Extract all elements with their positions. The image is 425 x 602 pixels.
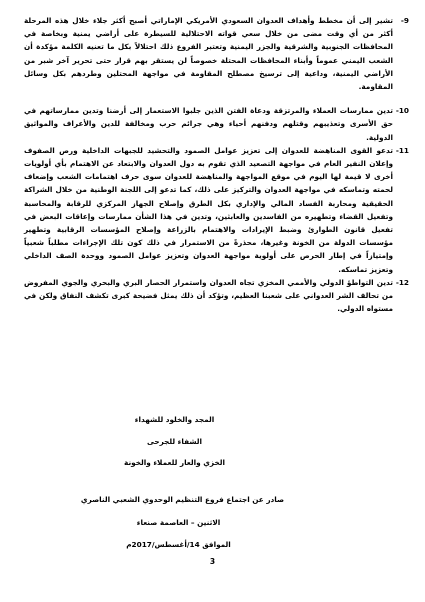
paragraph-number: 9- bbox=[400, 16, 409, 25]
closing-shame-line: الخزي والعار للعملاء والخونة bbox=[124, 458, 225, 467]
numbered-paragraph bbox=[24, 14, 409, 93]
paragraph-number: 11- bbox=[395, 145, 409, 155]
page-number: 3 bbox=[209, 557, 216, 566]
paragraph-number: 10- bbox=[395, 106, 409, 116]
numbered-paragraph bbox=[24, 104, 409, 144]
document-body bbox=[24, 14, 409, 315]
issuer-date: الموافق 14/أغسطس/2017م bbox=[126, 540, 231, 549]
paragraph-text: تدين التواطؤ الدولي والأممي المخزي تجاه العدوان واستمرار الحصار البري والبحري والجوي المفروض من تحالف الشر العدواني على شعبنا العظيم، وتؤكد أن ذلك يمثل فضيحة كبرى تكشف النفاق ولكن في مستواه الدولي. bbox=[24, 277, 393, 314]
numbered-paragraph bbox=[24, 144, 409, 276]
paragraph-text: تدعو القوى المناهضة للعدوان إلى تعزيز عوامل الصمود والتحشيد للجبهات الداخلية ورص الصفوف وإعلان النفير العام في مواجهة التصعيد الذي تقوم به دول العدوان والابتعاد عن الاهتمام بأي أولويات أخرى لا قيمة لها اليوم في موقع المواجهة والمناهضة للعدوان سوى حرف اهتمامات الشعب وإضعاف لحمته وتماسكه في مواجهة العدوان والتركيز على ذلك، كما تدعو إلى اللجنة الوطنية من خلال الشراكة الحقيقية ومحاربة الفساد المالي والإداري بكل الطرق وإصلاح الجهاز المركزي للرقابة والمحاسبة وتفعيل القضاء وتطهيره من الفاسدين والعابثين، وتدين في هذا الشأن ممارسات وإعاقات البعض في تفعيل قانون الطوارئ وضبط الإيرادات والاهتمام بالزراعة وإصلاح المؤسسات الرقابية وتطهير مؤسسات الدولة من الخونة وغيرها، محذرةً من الاستمرار في ذلك كون تلك الإجراءات مطلباً شعبياً وإمتيازاً في إطار الحرص على أولوية مواجهة العدوان وتعزيز عوامل الصمود ووحدة الصف الداخلي وتعزيز تماسكه. bbox=[24, 145, 393, 274]
issuer-line: صادر عن اجتماع فروع التنظيم الوحدوي الشعبي الناصري bbox=[80, 495, 285, 504]
closing-glory-line: المجد والخلود للشهداء bbox=[134, 415, 215, 424]
closing-healing-line: الشفاء للجرحى bbox=[146, 437, 203, 446]
paragraph-number: 12- bbox=[395, 277, 409, 287]
paragraph-text: تشير إلى أن مخطط وأهداف العدوان السعودي الأمريكي الإماراتي أصبح أكثر جلاء خلال هذه المرحلة أكثر من أي وقت مضى من خلال سعي قواته الاحتلالية للسيطرة على أراضي يمنية وبخاصة في المحافظات الجنوبية والشرقية والجزر اليمنية وتعتبر الفروع ذلك احتلالاً بكل ما تعنيه الكلمة مؤكدة أن الشعب اليمني عموماً وأبناء المحافظات المحتلة خصوصاً لن يستقر بهم قرار حتى تحرير آخر شبر من الأراضي اليمنية، وداعية إلى ترسيخ مصطلح المقاومة في مواجهة المحتلين وطردهم بكل وسائل المقاومة. bbox=[24, 16, 393, 92]
issuer-date-location: الاثنين – العاصمة صنعاء bbox=[136, 518, 221, 527]
paragraph-text: تدين ممارسات العملاء والمرتزقة ودعاة الفتن الذين جلبوا الاستعمار إلى أرضنا وتدين ممارساتهم في حق الأسرى وتعذيبهم وقتلهم ودفنهم أحياء وهي جرائم حرب ومخالفة للدين والأعراف والمواثيق الدولية. bbox=[24, 106, 393, 142]
numbered-paragraph bbox=[24, 276, 409, 316]
